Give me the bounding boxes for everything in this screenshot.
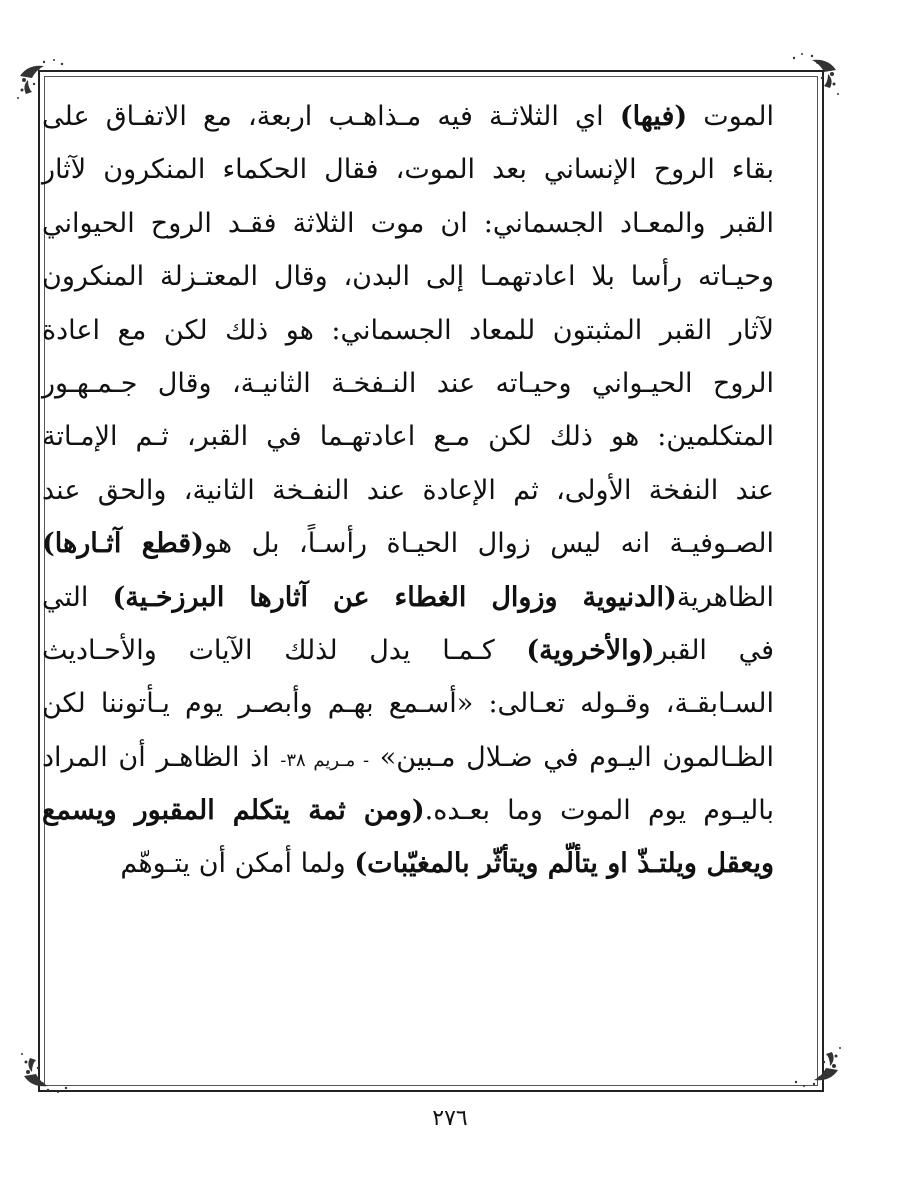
text-line: [42, 464, 774, 517]
text-segment: اي الثلاثـة فيه مـذاهـب اربعة، مع الاتفـاق على: [42, 101, 620, 132]
text-line: [42, 250, 774, 303]
text-segment: اذ الظاهـر أن المراد: [42, 741, 281, 773]
text-line: [42, 837, 774, 890]
text-segment: باليـوم يوم الموت وما بعـده.: [424, 795, 774, 827]
bold-text-segment: (والأخروية): [526, 634, 655, 666]
text-line: [42, 677, 774, 730]
text-segment: وحيـاته رأسا بلا اعادتهمـا إلى البدن، وقال المعتـزلة المنكرون: [42, 261, 774, 293]
text-line: [42, 624, 774, 677]
text-line: [42, 304, 774, 357]
text-segment: الصـوفيـة انه ليس زوال الحيـاة رأسـاً، بل هو: [203, 528, 774, 560]
text-segment: عند النفخة الأولى، ثم الإعادة عند النفـخة الثانية، والحق عند: [42, 474, 774, 506]
text-line: [42, 410, 774, 463]
text-segment: لآثار القبر المثبتون للمعاد الجسماني: هو ذلك لكن مع اعادة: [42, 314, 774, 346]
bold-text-segment: (قطع آثـارها): [42, 528, 204, 560]
corner-ornament-top-right: [772, 44, 842, 99]
corner-ornament-bottom-left: [18, 1047, 88, 1102]
corner-ornament-bottom-right: [774, 1041, 844, 1096]
text-segment: بقاء الروح الإنساني بعد الموت، فقال الحكماء المنكرون لآثار: [42, 154, 774, 186]
page-body-text: [42, 90, 774, 891]
text-segment: التي: [42, 581, 113, 613]
text-segment: الظـالمون اليـوم في ضـلال مـبين»: [369, 741, 774, 773]
text-segment: المتكلمين: هو ذلك لكن مـع اعادتهـما في القبر، ثـم الإمـاتة: [42, 421, 774, 453]
text-segment: القبر والمعـاد الجسماني: ان موت الثلاثة فقـد الروح الحيواني: [42, 207, 774, 239]
text-line: [42, 357, 774, 410]
text-line: [42, 517, 774, 570]
text-segment: الظاهرية: [676, 581, 774, 613]
bold-text-segment: (فيها): [619, 101, 688, 132]
text-line: [42, 143, 774, 196]
text-line: [42, 571, 774, 624]
text-segment: السـابقـة، وقـوله تعـالى: «أسـمع بهـم وأبصـر يوم يـأتوننا لكن: [42, 688, 774, 720]
text-segment: الموت: [687, 101, 774, 132]
page-number: ٢٧٦: [432, 1106, 468, 1131]
bold-text-segment: (ومن ثمة يتكلم المقبور ويسمع: [42, 795, 425, 827]
text-line: [42, 784, 774, 837]
text-segment: ولما أمكن أن يتـوهّم: [120, 848, 355, 880]
bold-text-segment: ويعقل ويلتـذّ او يتألّم ويتأثّر بالمغيّبات): [354, 848, 774, 880]
text-line: [42, 197, 774, 250]
text-segment: الروح الحيـواني وحيـاته عند النـفخـة الثانيـة، وقال جـمـهـور: [42, 367, 774, 399]
text-segment: كـمـا يدل لذلك الآيات والأحـاديث: [42, 634, 527, 666]
text-line: [42, 731, 774, 784]
bold-text-segment: (الدنيوية وزوال الغطاء عن آثارها البرزخـية): [112, 581, 677, 613]
text-line: [42, 90, 774, 143]
citation-segment: - مـريم ٣٨-: [280, 749, 370, 771]
text-segment: في القبر: [654, 634, 774, 666]
